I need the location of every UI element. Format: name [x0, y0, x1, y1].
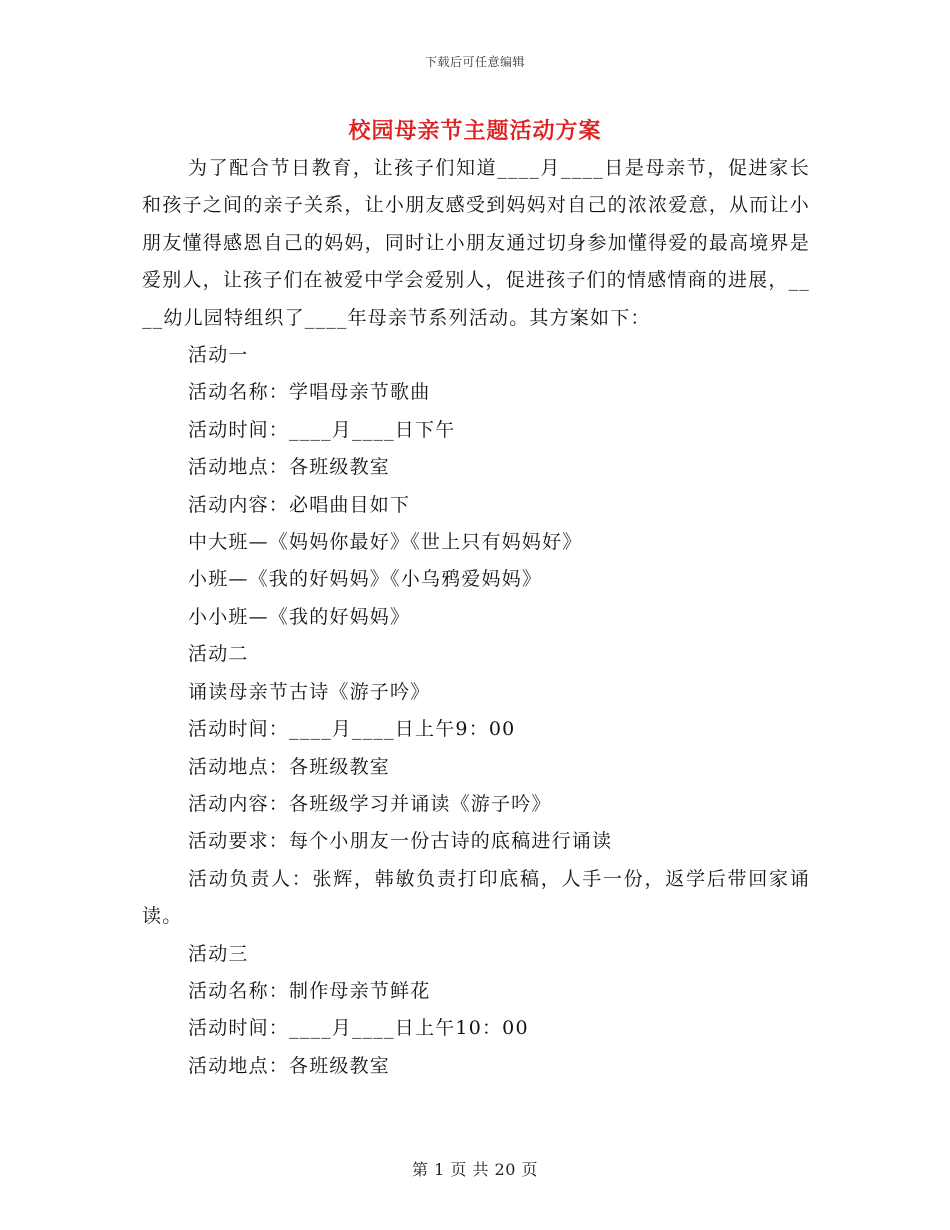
page-number-footer: 第 1 页 共 20 页 — [412, 1160, 538, 1179]
activity-1-content: 活动内容：必唱曲目如下 — [188, 493, 411, 516]
page-header-note: 下载后可任意编辑 — [424, 55, 525, 69]
intro-paragraph: 为了配合节日教育，让孩子们知道____月____日是母亲节，促进家长和孩子之间的亲子关系，让小朋友感受到妈妈对自己的浓浓爱意，从而让小朋友懂得感恩自己的妈妈，同时让小朋友通过切身参加懂得爱的最高境界是爱别人，让孩子们在被爱中学会爱别人，促进孩子们的情感情商的进展，____幼儿园特组织了____年母亲节系列活动。其方案如下： — [142, 157, 810, 329]
activity-1-heading: 活动一 — [188, 344, 249, 367]
activity-1-time: 活动时间：____月____日下午 — [188, 418, 456, 441]
activity-2-location: 活动地点：各班级教室 — [188, 755, 391, 778]
activity-2-responsible: 活动负责人：张辉，韩敏负责打印底稿，人手一份，返学后带回家诵读。 — [142, 867, 810, 928]
activity-2-time: 活动时间：____月____日上午9：00 — [188, 718, 516, 741]
activity-2-name: 诵读母亲节古诗《游子吟》 — [188, 680, 431, 703]
activity-2-requirement: 活动要求：每个小朋友一份古诗的底稿进行诵读 — [188, 830, 613, 853]
activity-2-content: 活动内容：各班级学习并诵读《游子吟》 — [188, 792, 552, 815]
activity-2-heading: 活动二 — [188, 643, 249, 666]
activity-3-name: 活动名称：制作母亲节鲜花 — [188, 979, 431, 1002]
activity-1-name: 活动名称：学唱母亲节歌曲 — [188, 381, 431, 404]
activity-3-location: 活动地点：各班级教室 — [188, 1054, 391, 1077]
song-list-junior: 小班—《我的好妈妈》《小乌鸦爱妈妈》 — [188, 568, 543, 591]
document-body — [142, 150, 810, 1085]
song-list-senior: 中大班—《妈妈你最好》《世上只有妈妈好》 — [188, 531, 583, 554]
activity-1-location: 活动地点：各班级教室 — [188, 456, 391, 479]
song-list-nursery: 小小班—《我的好妈妈》 — [188, 605, 411, 628]
document-title: 校园母亲节主题活动方案 — [348, 118, 602, 144]
activity-3-heading: 活动三 — [188, 942, 249, 965]
activity-3-time: 活动时间：____月____日上午10：00 — [188, 1017, 529, 1040]
